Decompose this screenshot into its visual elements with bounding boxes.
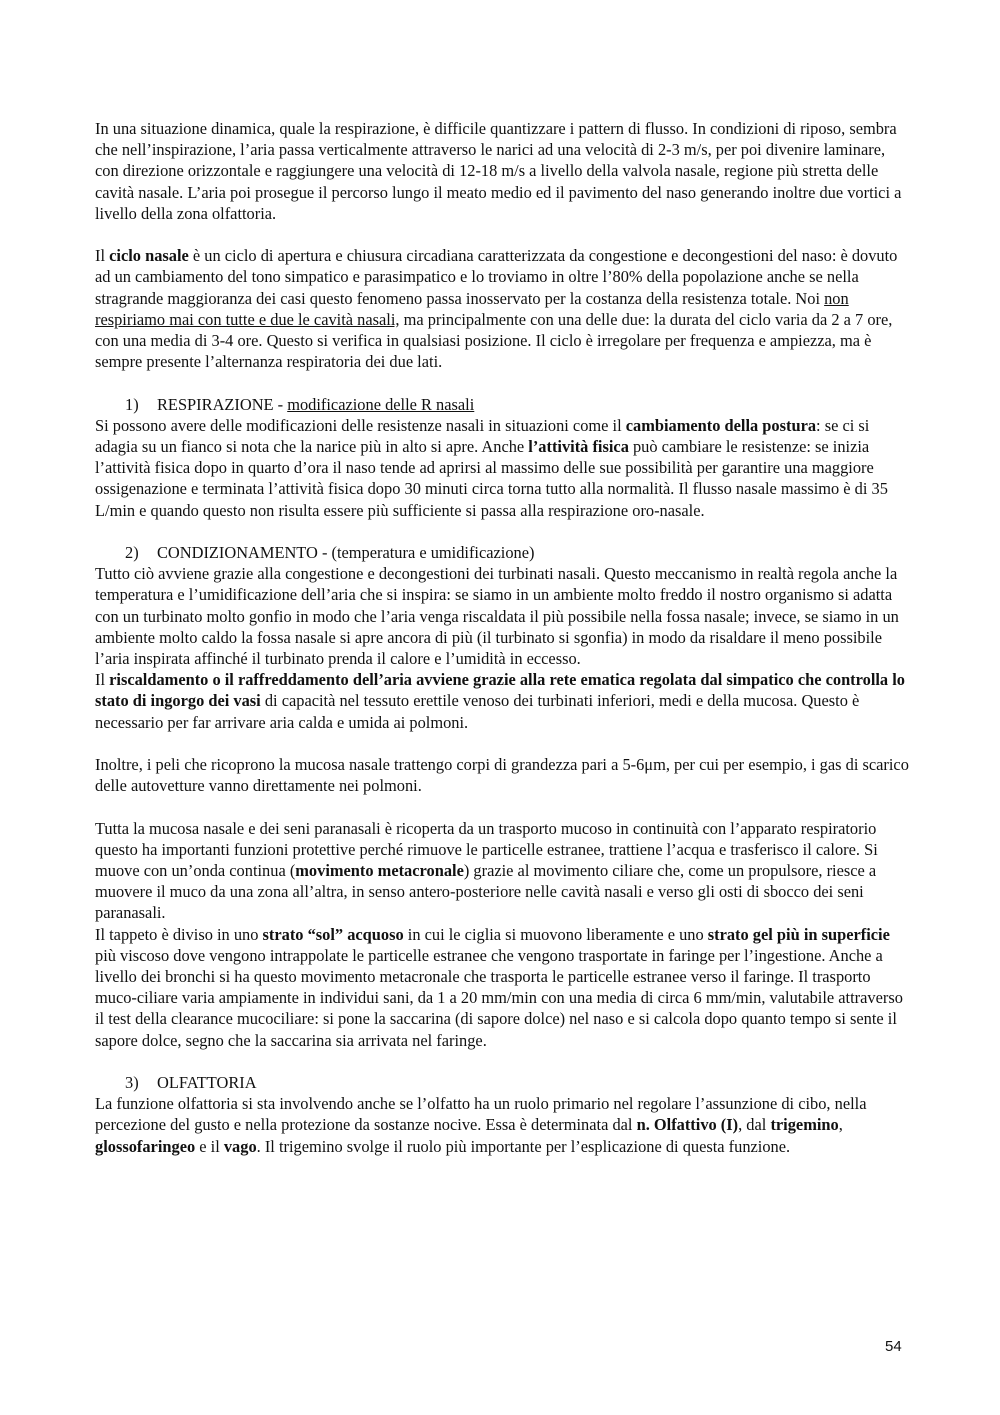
text-run: Il — [95, 246, 110, 266]
bold-term-ciclo-nasale: ciclo nasale — [109, 246, 189, 266]
text-run: Tutta la mucosa nasale e dei seni paranasali è ricoperta da un trasporto mucoso in continuità con l’apparato respiratorio questo ha importanti funzioni protettive perché rimuove le particelle estranee, trattiene l’acqua e trasferisco il calore. Si muove con un’onda continua ( — [95, 818, 878, 881]
paragraph-gap — [95, 521, 910, 542]
text-run: è un ciclo di apertura e chiusura circadiana caratterizzata da congestione e decongestioni del naso: è dovuto ad un cambiamento del tono simpatico e parasimpatico e lo troviamo in oltre l’80% della popolazione anche se nella stragrande maggioranza dei casi questo fenomeno passa inosservato per la costanza della resistenza totale. Noi — [95, 246, 898, 308]
document-body — [95, 118, 910, 1157]
section-number: 1) — [125, 394, 139, 414]
underlined-phrase: non respiriamo mai con tutte e due le cavità nasali, — [95, 288, 849, 329]
bold-term-attivita-fisica: l’attività fisica — [528, 437, 629, 457]
bold-term-glossofaringeo: glossofaringeo — [95, 1136, 196, 1156]
bold-term-vago: vago — [223, 1136, 257, 1156]
text-run: e il — [195, 1136, 224, 1156]
text-run: più viscoso dove vengono intrappolate le particelle estranee che vengono trasportate in faringe per l’ingestione. Anche a livello dei bronchi si ha questo movimento metacronale che trasporta le particelle estranee verso il faringe. Il trasporto muco-ciliare varia ampiamente in individui sani, da 1 a 20 mm/min con una media di circa 6 mm/min, valutabile attraverso il test della clearance mucociliare: si pone la saccarina (di sapore dolce) nel naso e si calcola dopo quanto tempo si sente il sapore dolce, segno che la saccarina sia arrivata nel faringe. — [95, 945, 903, 1050]
bold-term-n-olfattivo: n. Olfattivo (I) — [636, 1115, 739, 1135]
paragraph-olfactory — [95, 1093, 910, 1157]
text-run: di capacità nel tessuto erettile venoso dei turbinati inferiori, medi e della mucosa. Questo è necessario per far arrivare aria calda e umida ai polmoni. — [95, 691, 860, 732]
bold-term-strato-sol: strato “sol” acquoso — [262, 924, 404, 944]
bold-term-riscaldamento: riscaldamento o il raffreddamento dell’aria avviene grazie alla rete ematica regolata dal simpatico che controlla lo stato di ingorgo dei vasi — [95, 670, 905, 711]
text-run: Il tappeto è diviso in uno — [95, 924, 263, 944]
section-number: 3) — [125, 1073, 139, 1093]
section-title: RESPIRAZIONE - — [157, 394, 288, 414]
section-title: CONDIZIONAMENTO - (temperatura e umidificazione) — [157, 543, 535, 563]
bold-term-movimento-metacronale: movimento metacronale — [295, 861, 464, 881]
section-heading-respirazione — [95, 394, 910, 415]
paragraph-gap — [95, 733, 910, 754]
bold-term-trigemino: trigemino — [770, 1115, 839, 1135]
text-run: : se ci si adagia su un fianco si nota che la narice più in alto si apre. Anche — [95, 415, 870, 457]
text-run: , — [838, 1115, 843, 1135]
paragraph-resistances — [95, 415, 910, 521]
paragraph-gap — [95, 224, 910, 245]
bold-term-strato-gel: strato gel più in superficie — [707, 924, 890, 944]
paragraph-gap — [95, 796, 910, 817]
paragraph-hairs: Inoltre, i peli che ricoprono la mucosa nasale trattengo corpi di grandezza pari a 5-6μm, per cui per esempio, i gas di scarico delle autovetture vanno direttamente nei polmoni. — [95, 755, 909, 796]
text-run: La funzione olfattoria si sta involvendo anche se l’olfatto ha un ruolo primario nel regolare l’assunzione di cibo, nella percezione del gusto e nella protezione da sostanze nocive. Essa è determinata dal — [95, 1094, 867, 1135]
text-run: in cui le ciglia si muovono liberamente e uno — [403, 924, 708, 944]
paragraph-turbinates: Tutto ciò avviene grazie alla congestione e decongestioni dei turbinati nasali. Questo meccanismo in realtà regola anche la temperatura e l’umidificazione dell’aria che si inspira: se siamo in un ambiente molto freddo il nostro organismo si adatta con un turbinato molto gonfio in modo che l’aria venga riscaldata il più possibile nella fossa nasale; invece, se siamo in un ambiente molto caldo la fossa nasale si apre ancora di più (il turbinato si sgonfia) in modo da risaldare il meno possibile l’aria inspirata affinché il turbinato prenda il calore e l’umidità in eccesso. — [95, 564, 899, 669]
page-number: 54 — [885, 1338, 902, 1355]
text-run: può cambiare le resistenze: se inizia l’attività fisica dopo in quarto d’ora il naso tende ad aprirsi al massimo delle sue possibilità per garantire una maggiore ossigenazione e terminata l’attività fisica dopo 30 minuti circa torna tutto alla normalità. Il flusso nasale massimo è di 35 L/min e quando questo non risulta essere più sufficiente si passa alla respirazione oro-nasale. — [95, 437, 888, 520]
text-run: ma principalmente con una delle due: la durata del ciclo varia da 2 a 7 ore, con una media di 3-4 ore. Questo si verifica in qualsiasi posizione. Il ciclo è irregolare per frequenza e ampiezza, ma è sempre presente l’alternanza respiratoria dei due lati. — [95, 309, 893, 372]
paragraph-gap — [95, 1051, 910, 1072]
paragraph-flow-patterns: In una situazione dinamica, quale la respirazione, è difficile quantizzare i pattern di flusso. In condizioni di riposo, sembra che nell’inspirazione, l’aria passa verticalmente attraverso le narici ad una velocità di 2-3 m/s, per poi divenire laminare, con direzione orizzontale e raggiungere una velocità di 12-18 m/s a livello della valvola nasale, regione più stretta delle cavità nasale. L’aria poi prosegue il percorso lungo il meato medio ed il pavimento del naso generando inoltre due vortici a livello della zona olfattoria. — [95, 119, 902, 223]
section-title: OLFATTORIA — [157, 1073, 257, 1093]
paragraph-gap — [95, 372, 910, 393]
section-number: 2) — [125, 543, 139, 563]
bold-term-postura: cambiamento della postura — [625, 415, 817, 435]
section-heading-condizionamento — [95, 542, 910, 563]
section-title-underlined: modificazione delle R nasali — [287, 394, 475, 414]
text-run: Si possono avere delle modificazioni delle resistenze nasali in situazioni come il — [95, 415, 626, 435]
paragraph-mucous-layers — [95, 924, 910, 1051]
text-run: , dal — [738, 1115, 771, 1135]
text-run: ) grazie al movimento ciliare che, come un propulsore, riesce a muovere il muco da una zona all’altra, in senso antero-posteriore nelle cavità nasali e verso gli osti di sbocco dei seni paranasali. — [95, 861, 877, 923]
text-run: Il — [95, 670, 110, 690]
section-heading-olfattoria — [95, 1072, 910, 1093]
text-run: . Il trigemino svolge il ruolo più importante per l’esplicazione di questa funzione. — [256, 1136, 791, 1156]
paragraph-mucous-transport — [95, 818, 910, 924]
paragraph-heating — [95, 669, 910, 733]
paragraph-nasal-cycle — [95, 245, 910, 372]
